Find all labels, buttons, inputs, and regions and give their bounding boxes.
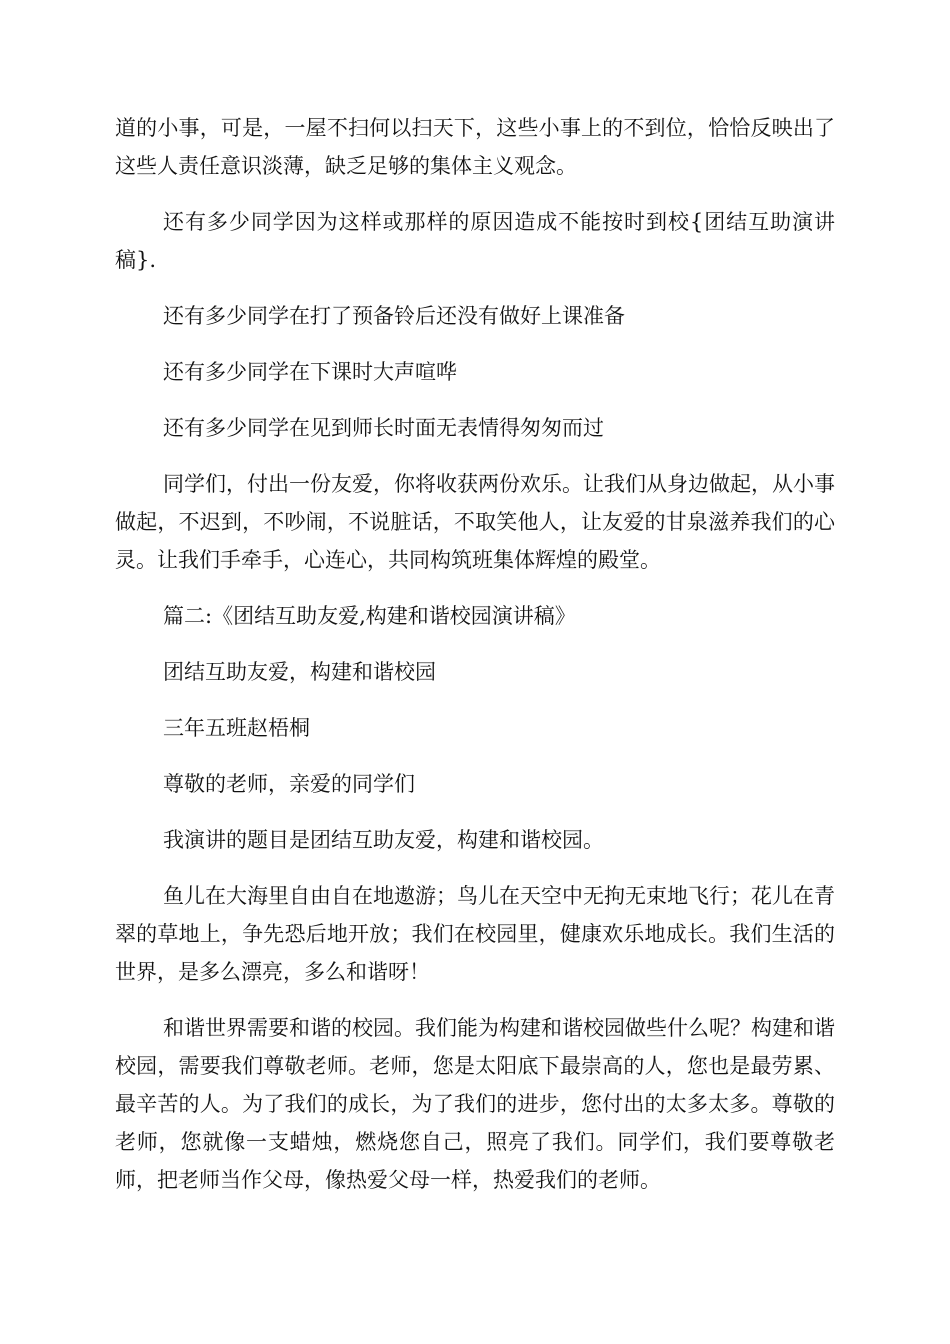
paragraph-6: 同学们，付出一份友爱，你将收获两份欢乐。让我们从身边做起，从小事做起，不迟到，不吵闹，不说脏话，不取笑他人，让友爱的甘泉滋养我们的心灵。让我们手牵手，心连心，共同构筑班集体辉煌的殿堂。 <box>115 472 835 572</box>
speech-title: 团结互助友爱，构建和谐校园 <box>163 660 436 684</box>
paragraph-3: 还有多少同学在打了预备铃后还没有做好上课准备 <box>163 304 625 328</box>
paragraph-1: 道的小事，可是，一屋不扫何以扫天下，这些小事上的不到位，恰恰反映出了这些人责任意识淡薄，缺乏足够的集体主义观念。 <box>115 116 835 178</box>
paragraph-12: 鱼儿在大海里自由自在地遨游；鸟儿在天空中无拘无束地飞行；花儿在青翠的草地上，争先恐后地开放；我们在校园里，健康欢乐地成长。我们生活的世界，是多么漂亮，多么和谐呀！ <box>115 884 835 984</box>
paragraph-4: 还有多少同学在下课时大声喧哗 <box>163 360 457 384</box>
speaker-name: 三年五班赵梧桐 <box>163 716 310 740</box>
salutation: 尊敬的老师，亲爱的同学们 <box>163 772 415 796</box>
paragraph-5: 还有多少同学在见到师长时面无表情得匆匆而过 <box>163 416 604 440</box>
document-body <box>115 109 835 1217</box>
paragraph-13: 和谐世界需要和谐的校园。我们能为构建和谐校园做些什么呢？构建和谐校园，需要我们尊敬老师。老师，您是太阳底下最崇高的人，您也是最劳累、最辛苦的人。为了我们的成长，为了我们的进步，您付出的太多太多。尊敬的老师，您就像一支蜡烛，燃烧您自己，照亮了我们。同学们，我们要尊敬老师，把老师当作父母，像热爱父母一样，热爱我们的老师。 <box>115 1016 835 1192</box>
section-heading: 篇二:《团结互助友爱,构建和谐校园演讲稿》 <box>163 604 576 628</box>
paragraph-11: 我演讲的题目是团结互助友爱，构建和谐校园。 <box>163 828 604 852</box>
paragraph-2: 还有多少同学因为这样或那样的原因造成不能按时到校{团结互助演讲稿}. <box>115 210 835 272</box>
